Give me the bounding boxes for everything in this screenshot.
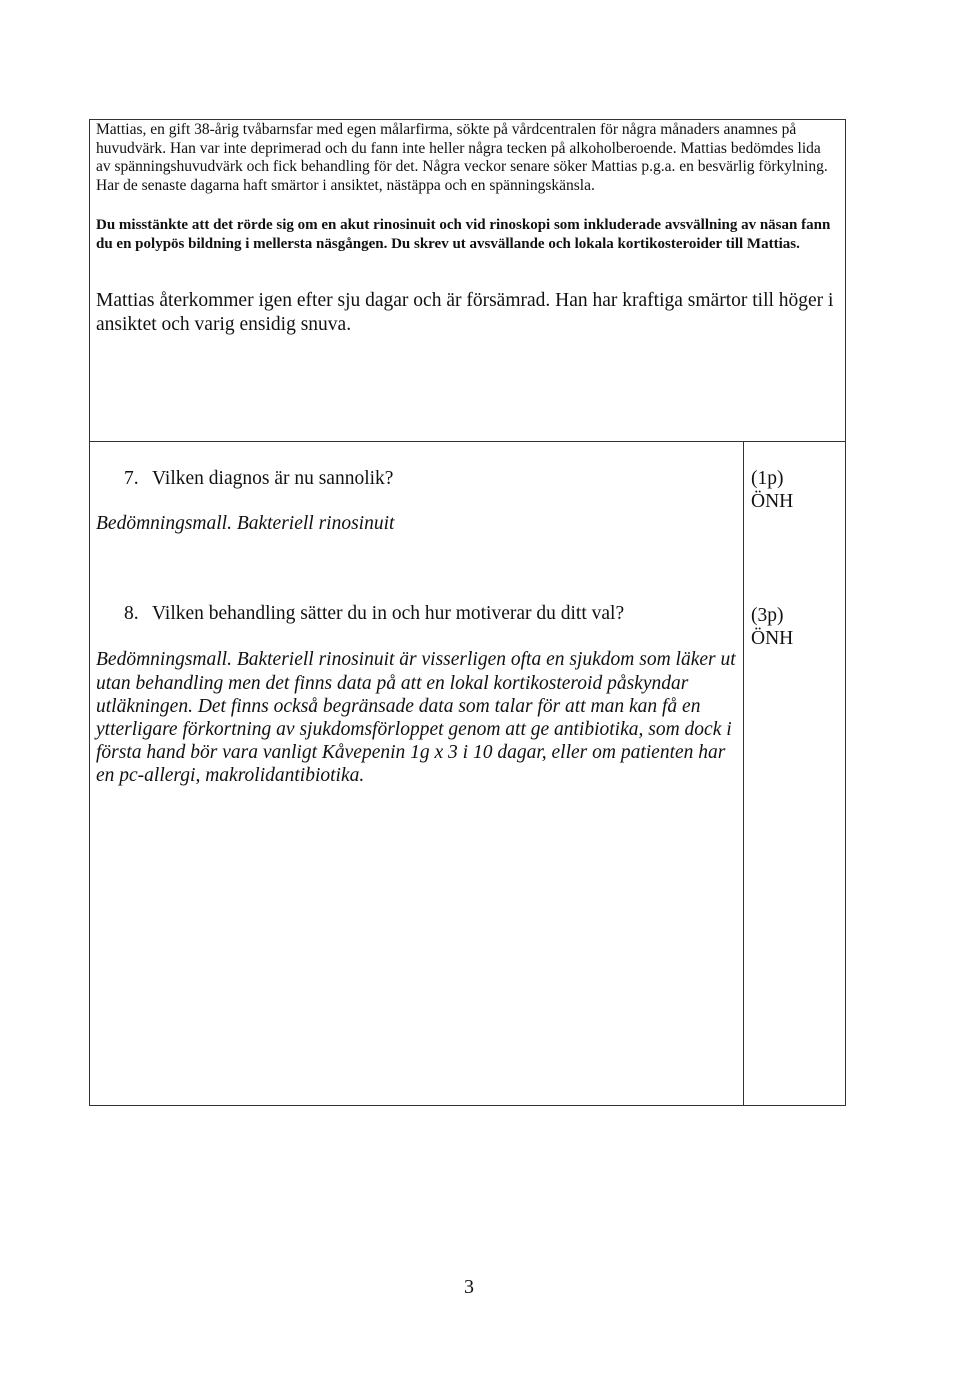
question-8-number: 8.: [124, 603, 139, 624]
case-suspicion-text: Du misstänkte att det rörde sig om en akut rinosinuit och vid rinoskopi som inkluderade avsvällning av näsan fann du en polypös bildning i mellersta näsgången. Du skrev ut avsvällande och lokala kortikosteroider till Mattias.: [96, 217, 831, 252]
question-8-text: Vilken behandling sätter du in och hur motiverar du ditt val?: [152, 603, 625, 624]
page-number: 3: [464, 1276, 474, 1298]
question-7-points: (1p): [751, 468, 784, 489]
question-8-assessment-line-6: en pc-allergi, makrolidantibiotika.: [96, 765, 365, 786]
question-7-assessment: Bedömningsmall. Bakteriell rinosinuit: [96, 513, 395, 534]
question-8: [124, 602, 624, 625]
question-8-assessment-line-2: utan behandling men det finns data på att en lokal kortikosteroid påskyndar: [96, 673, 689, 694]
question-7-subject: ÖNH: [751, 491, 794, 512]
question-7-text: Vilken diagnos är nu sannolik?: [152, 468, 394, 489]
question-8-assessment-line-5: första hand bör vara vanligt Kåvepenin 1g x 3 i 10 dagar, eller om patienten har: [96, 742, 726, 763]
points-column-divider: [743, 441, 744, 1106]
question-7: [124, 467, 393, 490]
case-followup-text: Mattias återkommer igen efter sju dagar och är försämrad. Han har kraftiga smärtor till höger i ansiktet och varig ensidig snuva.: [96, 290, 834, 335]
question-8-subject: ÖNH: [751, 628, 794, 649]
case-intro-text: Mattias, en gift 38-årig tvåbarnsfar med egen målarfirma, sökte på vårdcentralen för några månaders anamnes på huvudvärk. Han var inte deprimerad och du fann inte heller några tecken på alkoholberoende. Mattias bedömdes lida av spänningshuvudvärk och fick behandling för det. Några veckor senare söker Mattias p.g.a. en besvärlig förkylning. Har de senaste dagarna haft smärtor i ansiktet, nästäppa och en spänningskänsla.: [96, 121, 828, 194]
question-8-assessment-line-1: Bedömningsmall. Bakteriell rinosinuit är visserligen ofta en sjukdom som läker ut: [96, 649, 736, 670]
question-8-assessment-line-3: utläkningen. Det finns också begränsade data som talar för att man kan få en: [96, 696, 701, 717]
question-7-number: 7.: [124, 468, 139, 489]
question-8-assessment-line-4: ytterligare förkortning av sjukdomsförloppet genom att ge antibiotika, som dock i: [96, 719, 732, 740]
question-8-points: (3p): [751, 605, 784, 626]
